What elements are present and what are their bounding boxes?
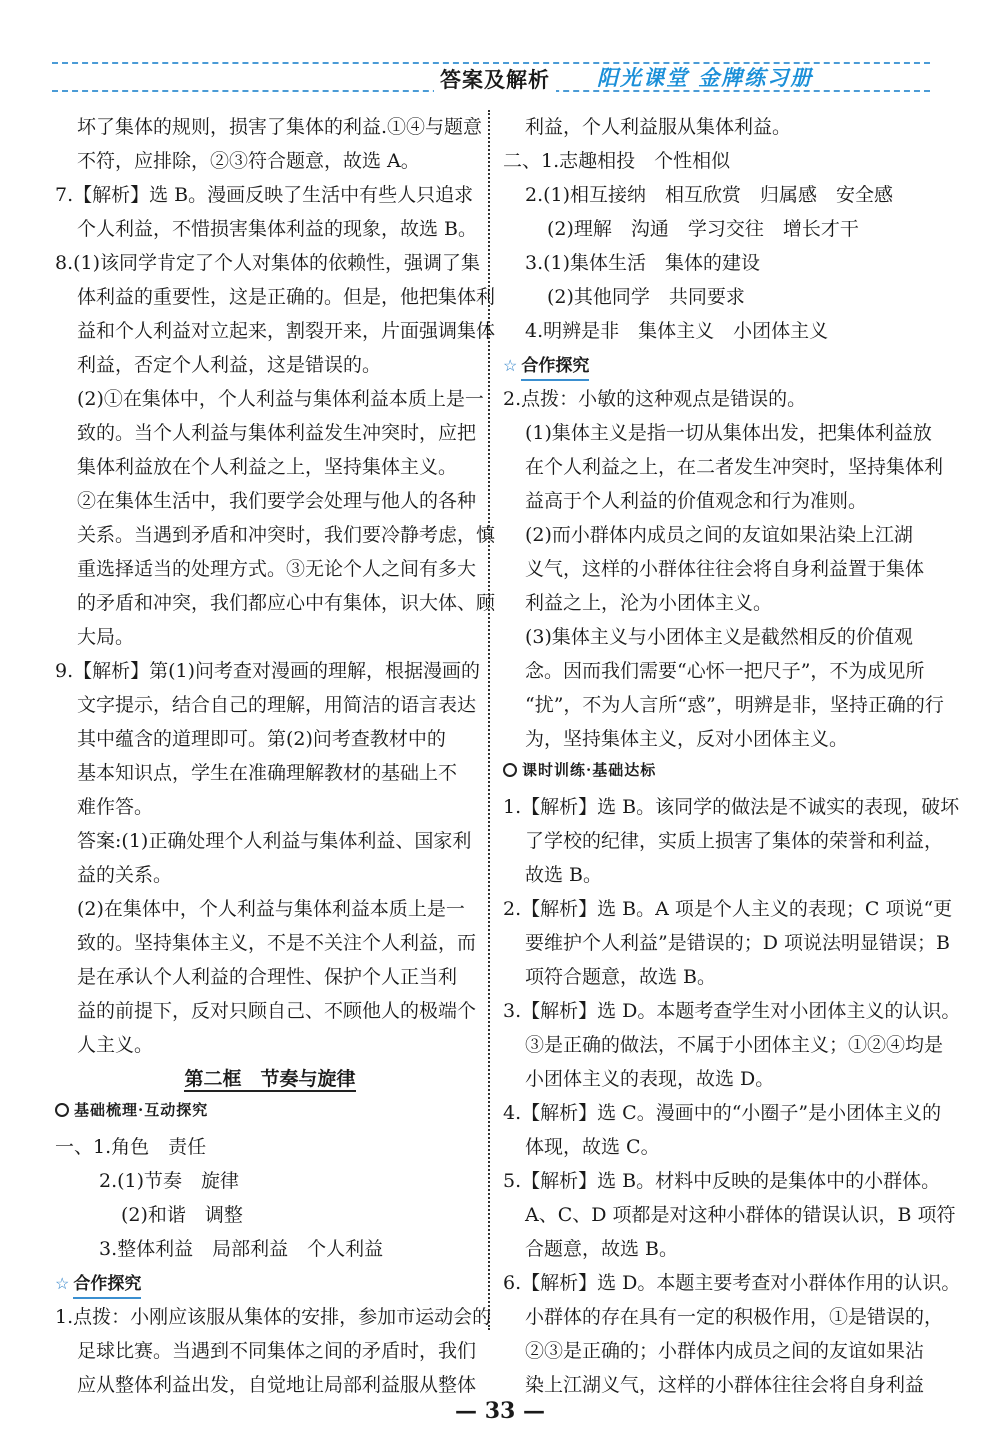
text-line: 致的。当个人利益与集体利益发生冲突时，应把: [77, 422, 477, 444]
text-line: 集体利益放在个人利益之上，坚持集体主义。: [77, 456, 458, 478]
text-line: 利益之上，沦为小团体主义。: [525, 592, 773, 614]
section-title: [55, 1062, 485, 1096]
text-line: 义气，这样的小群体往往会将自身利益置于集体: [525, 558, 925, 580]
text-line: 3.整体利益 局部利益 个人利益: [99, 1238, 384, 1260]
text-line: 6.【解析】选 D。本题主要考查对小群体作用的认识。: [503, 1272, 961, 1294]
cooperation-heading: [55, 1266, 485, 1300]
text-line: (1)集体主义是指一切从集体出发，把集体利益放: [525, 422, 932, 444]
text-line: A、C、D 项都是对这种小群体的错误认识，B 项符: [525, 1204, 956, 1226]
text-line: 答案:(1)正确处理个人利益与集体利益、国家利: [77, 830, 472, 852]
text-line: 难作答。: [77, 796, 154, 818]
text-line: ②在集体生活中，我们要学会处理与他人的各种: [77, 490, 477, 512]
left-column: [55, 110, 496, 1402]
section-heading-text: 基础梳理·互动探究: [74, 1101, 209, 1119]
text-line: 小团体主义的表现，故选 D。: [525, 1068, 775, 1090]
star-icon: ☆: [55, 1274, 70, 1293]
text-line: (2)和谐 调整: [121, 1204, 243, 1226]
cooperation-heading: [503, 348, 933, 382]
text-line: 2.点拨：小敏的这种观点是错误的。: [503, 388, 807, 410]
text-line: (2)理解 沟通 学习交往 增长才干: [547, 218, 859, 240]
text-line: (2)其他同学 共同要求: [547, 286, 745, 308]
text-line: 利益，否定个人利益，这是错误的。: [77, 354, 382, 376]
text-line: 文字提示，结合自己的理解，用简洁的语言表达: [77, 694, 477, 716]
text-line: 一、1.角色 责任: [55, 1136, 207, 1158]
text-line: 故选 B。: [525, 864, 603, 886]
text-line: 了学校的纪律，实质上损害了集体的荣誉和利益，: [525, 830, 944, 852]
text-line: 应从整体利益出发，自觉地让局部利益服从整体: [77, 1374, 477, 1396]
text-line: 2.【解析】选 B。A 项是个人主义的表现；C 项说“更: [503, 898, 953, 920]
text-line: 足球比赛。当遇到不同集体之间的矛盾时，我们: [77, 1340, 477, 1362]
text-line: 个人利益，不惜损害集体利益的现象，故选 B。: [77, 218, 478, 240]
text-line: “扰”，不为人言所“惑”，明辨是非，坚持正确的行: [525, 694, 944, 716]
section-heading: [503, 756, 933, 790]
text-line: 5.【解析】选 B。材料中反映的是集体中的小群体。: [503, 1170, 941, 1192]
text-line: 关系。当遇到矛盾和冲突时，我们要冷静考虑，慎: [77, 524, 496, 546]
text-line: 3.【解析】选 D。本题考查学生对小团体主义的认识。: [503, 1000, 961, 1022]
text-line: 二、1.志趣相投 个性相似: [503, 150, 731, 172]
text-line: 利益，个人利益服从集体利益。: [525, 116, 792, 138]
text-line: 7.【解析】选 B。漫画反映了生活中有些人只追求: [55, 184, 474, 206]
text-line: 体现，故选 C。: [525, 1136, 660, 1158]
text-line: 大局。: [77, 626, 135, 648]
text-line: 2.(1)节奏 旋律: [99, 1170, 240, 1192]
text-line: (2)而小群体内成员之间的友谊如果沾染上江湖: [525, 524, 913, 546]
cooperation-heading-text: 合作探究: [73, 1271, 141, 1299]
text-line: 1.点拨：小刚应该服从集体的安排，参加市运动会的: [55, 1306, 492, 1328]
text-line: 为，坚持集体主义，反对小团体主义。: [525, 728, 849, 750]
section-bullet-icon: [55, 1103, 69, 1117]
text-line: 致的。坚持集体主义，不是不关注个人利益，而: [77, 932, 477, 954]
text-line: 9.【解析】第(1)问考查对漫画的理解，根据漫画的: [55, 660, 481, 682]
section-heading-text: 课时训练·基础达标: [522, 761, 657, 779]
text-line: 合题意，故选 B。: [525, 1238, 679, 1260]
star-icon: ☆: [503, 356, 518, 375]
text-line: 不符，应排除，②③符合题意，故选 A。: [77, 150, 420, 172]
text-line: 3.(1)集体生活 集体的建设: [525, 252, 761, 274]
section-heading: [55, 1096, 485, 1130]
text-line: 益和个人利益对立起来，割裂开来，片面强调集体: [77, 320, 496, 342]
text-line: 4.明辨是非 集体主义 小团体主义: [525, 320, 829, 342]
text-line: ②③是正确的；小群体内成员之间的友谊如果沾: [525, 1340, 925, 1362]
text-line: 益的前提下，反对只顾自己、不顾他人的极端个: [77, 1000, 477, 1022]
cooperation-heading-text: 合作探究: [521, 353, 589, 381]
text-line: 8.(1)该同学肯定了个人对集体的依赖性，强调了集: [55, 252, 481, 274]
text-line: 项符合题意，故选 B。: [525, 966, 717, 988]
text-line: 染上江湖义气，这样的小群体往往会将自身利益: [525, 1374, 925, 1396]
text-line: (2)①在集体中，个人利益与集体利益本质上是一: [77, 388, 484, 410]
text-line: 小群体的存在具有一定的积极作用，①是错误的，: [525, 1306, 944, 1328]
text-line: ③是正确的做法，不属于小团体主义；①②④均是: [525, 1034, 944, 1056]
text-line: (3)集体主义与小团体主义是截然相反的价值观: [525, 626, 913, 648]
text-line: 1.【解析】选 B。该同学的做法是不诚实的表现，破坏: [503, 796, 960, 818]
text-line: 重选择适当的处理方式。③无论个人之间有多大: [77, 558, 477, 580]
text-line: 念。因而我们需要“心怀一把尺子”，不为成见所: [525, 660, 925, 682]
text-line: 人主义。: [77, 1034, 154, 1056]
text-line: 要维护个人利益”是错误的；D 项说法明显错误；B: [525, 932, 950, 954]
text-line: 体利益的重要性，这是正确的。但是，他把集体利: [77, 286, 496, 308]
page-header: [52, 40, 930, 100]
text-line: 基本知识点，学生在准确理解教材的基础上不: [77, 762, 458, 784]
text-line: 坏了集体的规则，损害了集体的利益.①④与题意: [77, 116, 483, 138]
text-line: 其中蕴含的道理即可。第(2)问考查教材中的: [77, 728, 446, 750]
text-line: 在个人利益之上，在二者发生冲突时，坚持集体利: [525, 456, 944, 478]
text-line: 2.(1)相互接纳 相互欣赏 归属感 安全感: [525, 184, 894, 206]
section-title-text: 第二框 节奏与旋律: [184, 1068, 356, 1090]
page-number: — 33 —: [455, 1398, 545, 1424]
section-bullet-icon: [503, 763, 517, 777]
text-line: 的矛盾和冲突，我们都应心中有集体，识大体、顾: [77, 592, 496, 614]
right-column: [503, 110, 961, 1402]
brand-logo: 阳光课堂 金牌练习册: [597, 65, 814, 90]
text-line: 4.【解析】选 C。漫画中的“小圈子”是小团体主义的: [503, 1102, 942, 1124]
text-line: 益高于个人利益的价值观念和行为准则。: [525, 490, 868, 512]
text-line: 益的关系。: [77, 864, 173, 886]
header-title: 答案及解析: [434, 64, 556, 94]
text-line: (2)在集体中，个人利益与集体利益本质上是一: [77, 898, 465, 920]
text-line: 是在承认个人利益的合理性、保护个人正当利: [77, 966, 458, 988]
